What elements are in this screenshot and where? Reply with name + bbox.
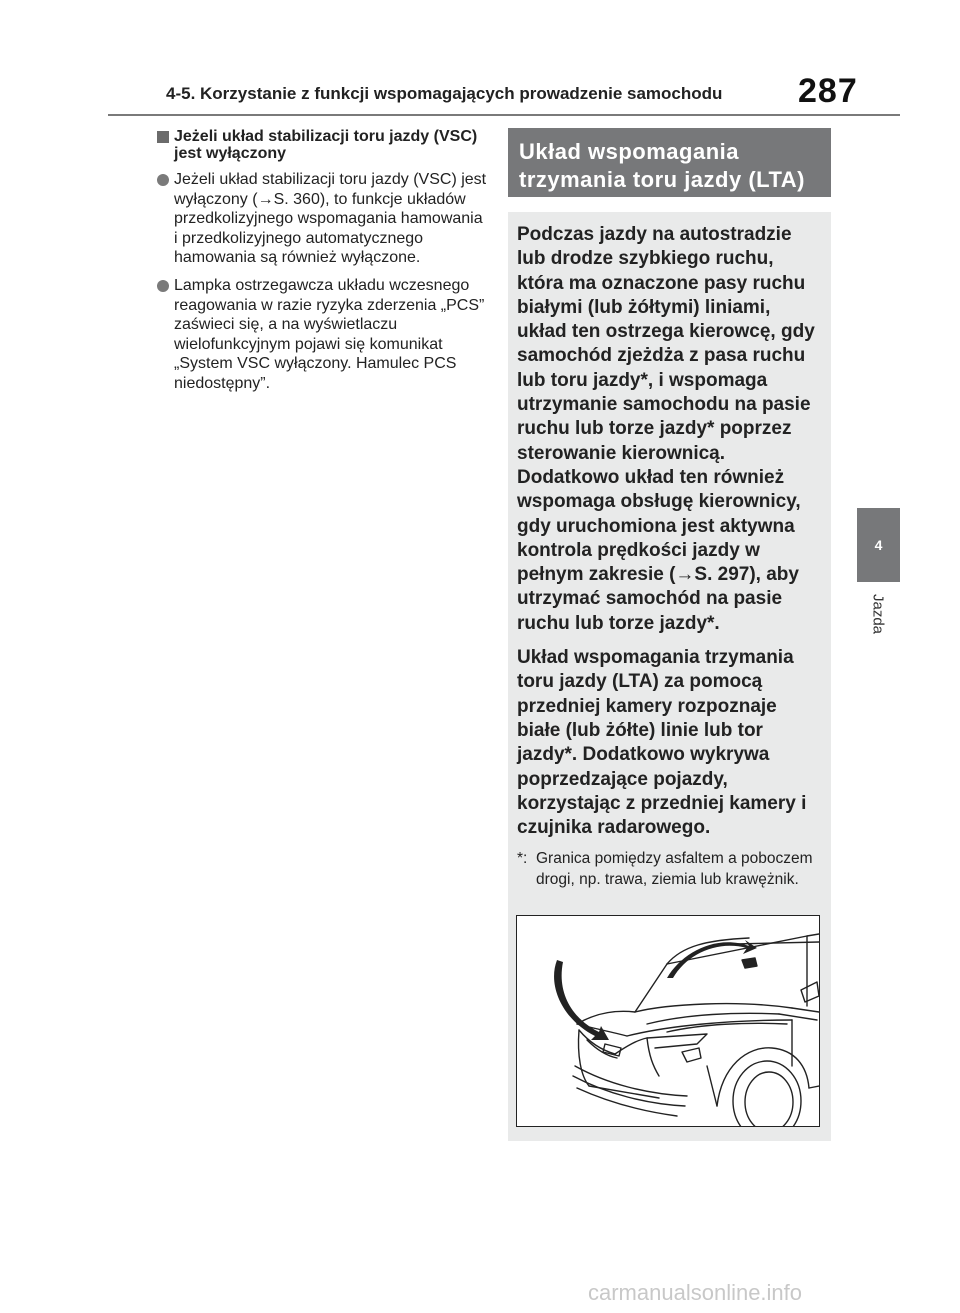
bullet-item [157,276,487,394]
footnote-marker: *: [517,850,528,868]
section-paragraph: Podczas jazdy na autostradzie lub drodze szybkiego ruchu, która ma oznaczone pasy ruchu białymi (lub żółtymi) liniami, układ ten ostrzega kierowcę, gdy samochód zjeżdża z pasa ruchu lub toru jazdy*, i wspomaga utrzymanie samochodu na pasie ruchu lub torze jazdy* poprzez sterowanie kierownicą. Dodatkowo układ ten również wspomaga obsługę kierownicy, gdy uruchomiona jest aktywna kontrola prędkości jazdy w pełnym zakresie (→S. 297), aby utrzymać samochód na pasie ruchu lub torze jazdy*. [517,224,815,634]
square-bullet-icon [157,131,169,143]
subsection-heading-text: Jeżeli układ stabilizacji toru jazdy (VSC) jest wyłączony [174,128,478,162]
section-paragraph: Układ wspomagania trzymania toru jazdy (LTA) za pomocą przedniej kamery rozpoznaje białe (lub żółte) linie lub tor jazdy*. Dodatkowo wykrywa poprzedzające pojazdy, korzystając z przedniej kamery i czujnika radarowego. [517,647,807,839]
left-column [157,128,487,394]
circle-bullet-icon [157,280,169,292]
footnote-text: Granica pomiędzy asfaltem a poboczem drogi, np. trawa, ziemia lub krawężnik. [536,850,813,889]
watermark: carmanualsonline.info [588,1280,803,1305]
bullet-item [157,170,487,268]
section-info-box [508,212,831,1141]
bullet-text: Jeżeli układ stabilizacji toru jazdy (VSC) jest wyłączony (→S. 360), to funkcje układów przedkolizyjnego wspomagania hamowania i przedkolizyjnego automatycznego hamowania są również wyłączone. [174,171,487,267]
camera-arrow-icon [667,940,757,978]
car-figure [516,915,820,1127]
header-rule [108,114,900,116]
chapter-tab: 4 [857,508,900,582]
car-illustration [517,916,819,1126]
bullet-text: Lampka ostrzegawcza układu wczesnego reagowania w razie ryzyka zderzenia „PCS” zaświeci się, a na wyświetlaczu wielofunkcyjnym pojawi się komunikat „System VSC wyłączony. Hamulec PCS niedostępny”. [174,276,485,392]
circle-bullet-icon [157,174,169,186]
subsection-heading [157,128,487,162]
header-title: 4-5. Korzystanie z funkcji wspomagających prowadzenie samochodu [166,84,723,103]
page-number: 287 [798,72,858,110]
radar-arrow-icon [554,960,609,1040]
footnote [517,848,823,890]
section-title: Układ wspomagania trzymania toru jazdy (LTA) [508,128,831,197]
chapter-tab-label: Jazda [869,594,887,635]
